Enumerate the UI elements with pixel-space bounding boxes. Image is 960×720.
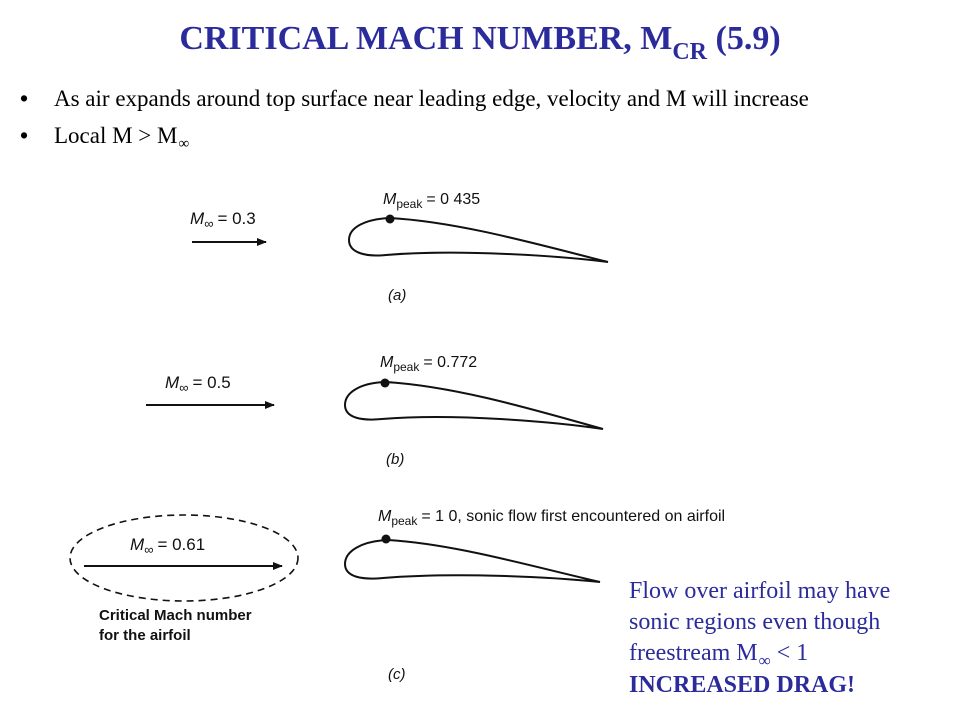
bullet-list <box>20 80 809 158</box>
side-note-line-1: Flow over airfoil may have <box>629 578 891 604</box>
airfoil-shape <box>345 540 600 582</box>
critical-mach-ellipse <box>70 515 298 601</box>
case-c <box>70 508 725 683</box>
title-subscript: CR <box>672 39 707 65</box>
bullet-text: Local M > M <box>54 123 178 148</box>
peak-label: $M_{peak} = 0$ 435 <box>383 191 481 211</box>
critical-note-line-1: Critical Mach number <box>99 607 252 624</box>
case-caption: (b) <box>386 451 405 468</box>
airfoil-shape <box>349 218 608 262</box>
bullet-item <box>20 80 809 117</box>
slide-title <box>0 20 960 65</box>
case-caption: (a) <box>388 287 407 304</box>
freestream-label: $M_\infty = 0.5$ <box>165 373 231 395</box>
case-caption: (c) <box>388 666 406 683</box>
side-note <box>629 576 890 701</box>
bullet-item <box>20 117 809 158</box>
bullet-marker: • <box>20 123 29 148</box>
case-a <box>190 191 608 304</box>
peak-label: $M_{peak} = 0.772$ <box>380 354 478 374</box>
peak-point-marker <box>381 379 390 388</box>
freestream-label: $M_\infty = 0.61$ <box>130 535 206 557</box>
freestream-label: $M_\infty = 0.3$ <box>190 209 256 231</box>
case-b <box>146 354 603 468</box>
title-main: CRITICAL MACH NUMBER, M <box>179 20 673 57</box>
peak-point-marker <box>382 535 391 544</box>
side-note-line-3: freestream $M_\infty < 1$ <box>629 640 809 670</box>
bullet-text: As air expands around top surface near leading edge, velocity and M will increase <box>54 86 809 111</box>
side-note-line-2: sonic regions even though <box>629 609 881 635</box>
title-section: (5.9) <box>707 20 781 57</box>
bullet-marker: • <box>20 86 29 111</box>
airfoil-shape <box>345 382 603 429</box>
side-note-emphasis: INCREASED DRAG! <box>629 672 856 698</box>
peak-label: $M_{peak} = 1$ 0, sonic flow first encountered on airfoil <box>378 508 726 528</box>
critical-note-line-2: for the airfoil <box>99 627 191 644</box>
bullet-subscript: ∞ <box>178 136 190 152</box>
peak-point-marker <box>386 215 395 224</box>
